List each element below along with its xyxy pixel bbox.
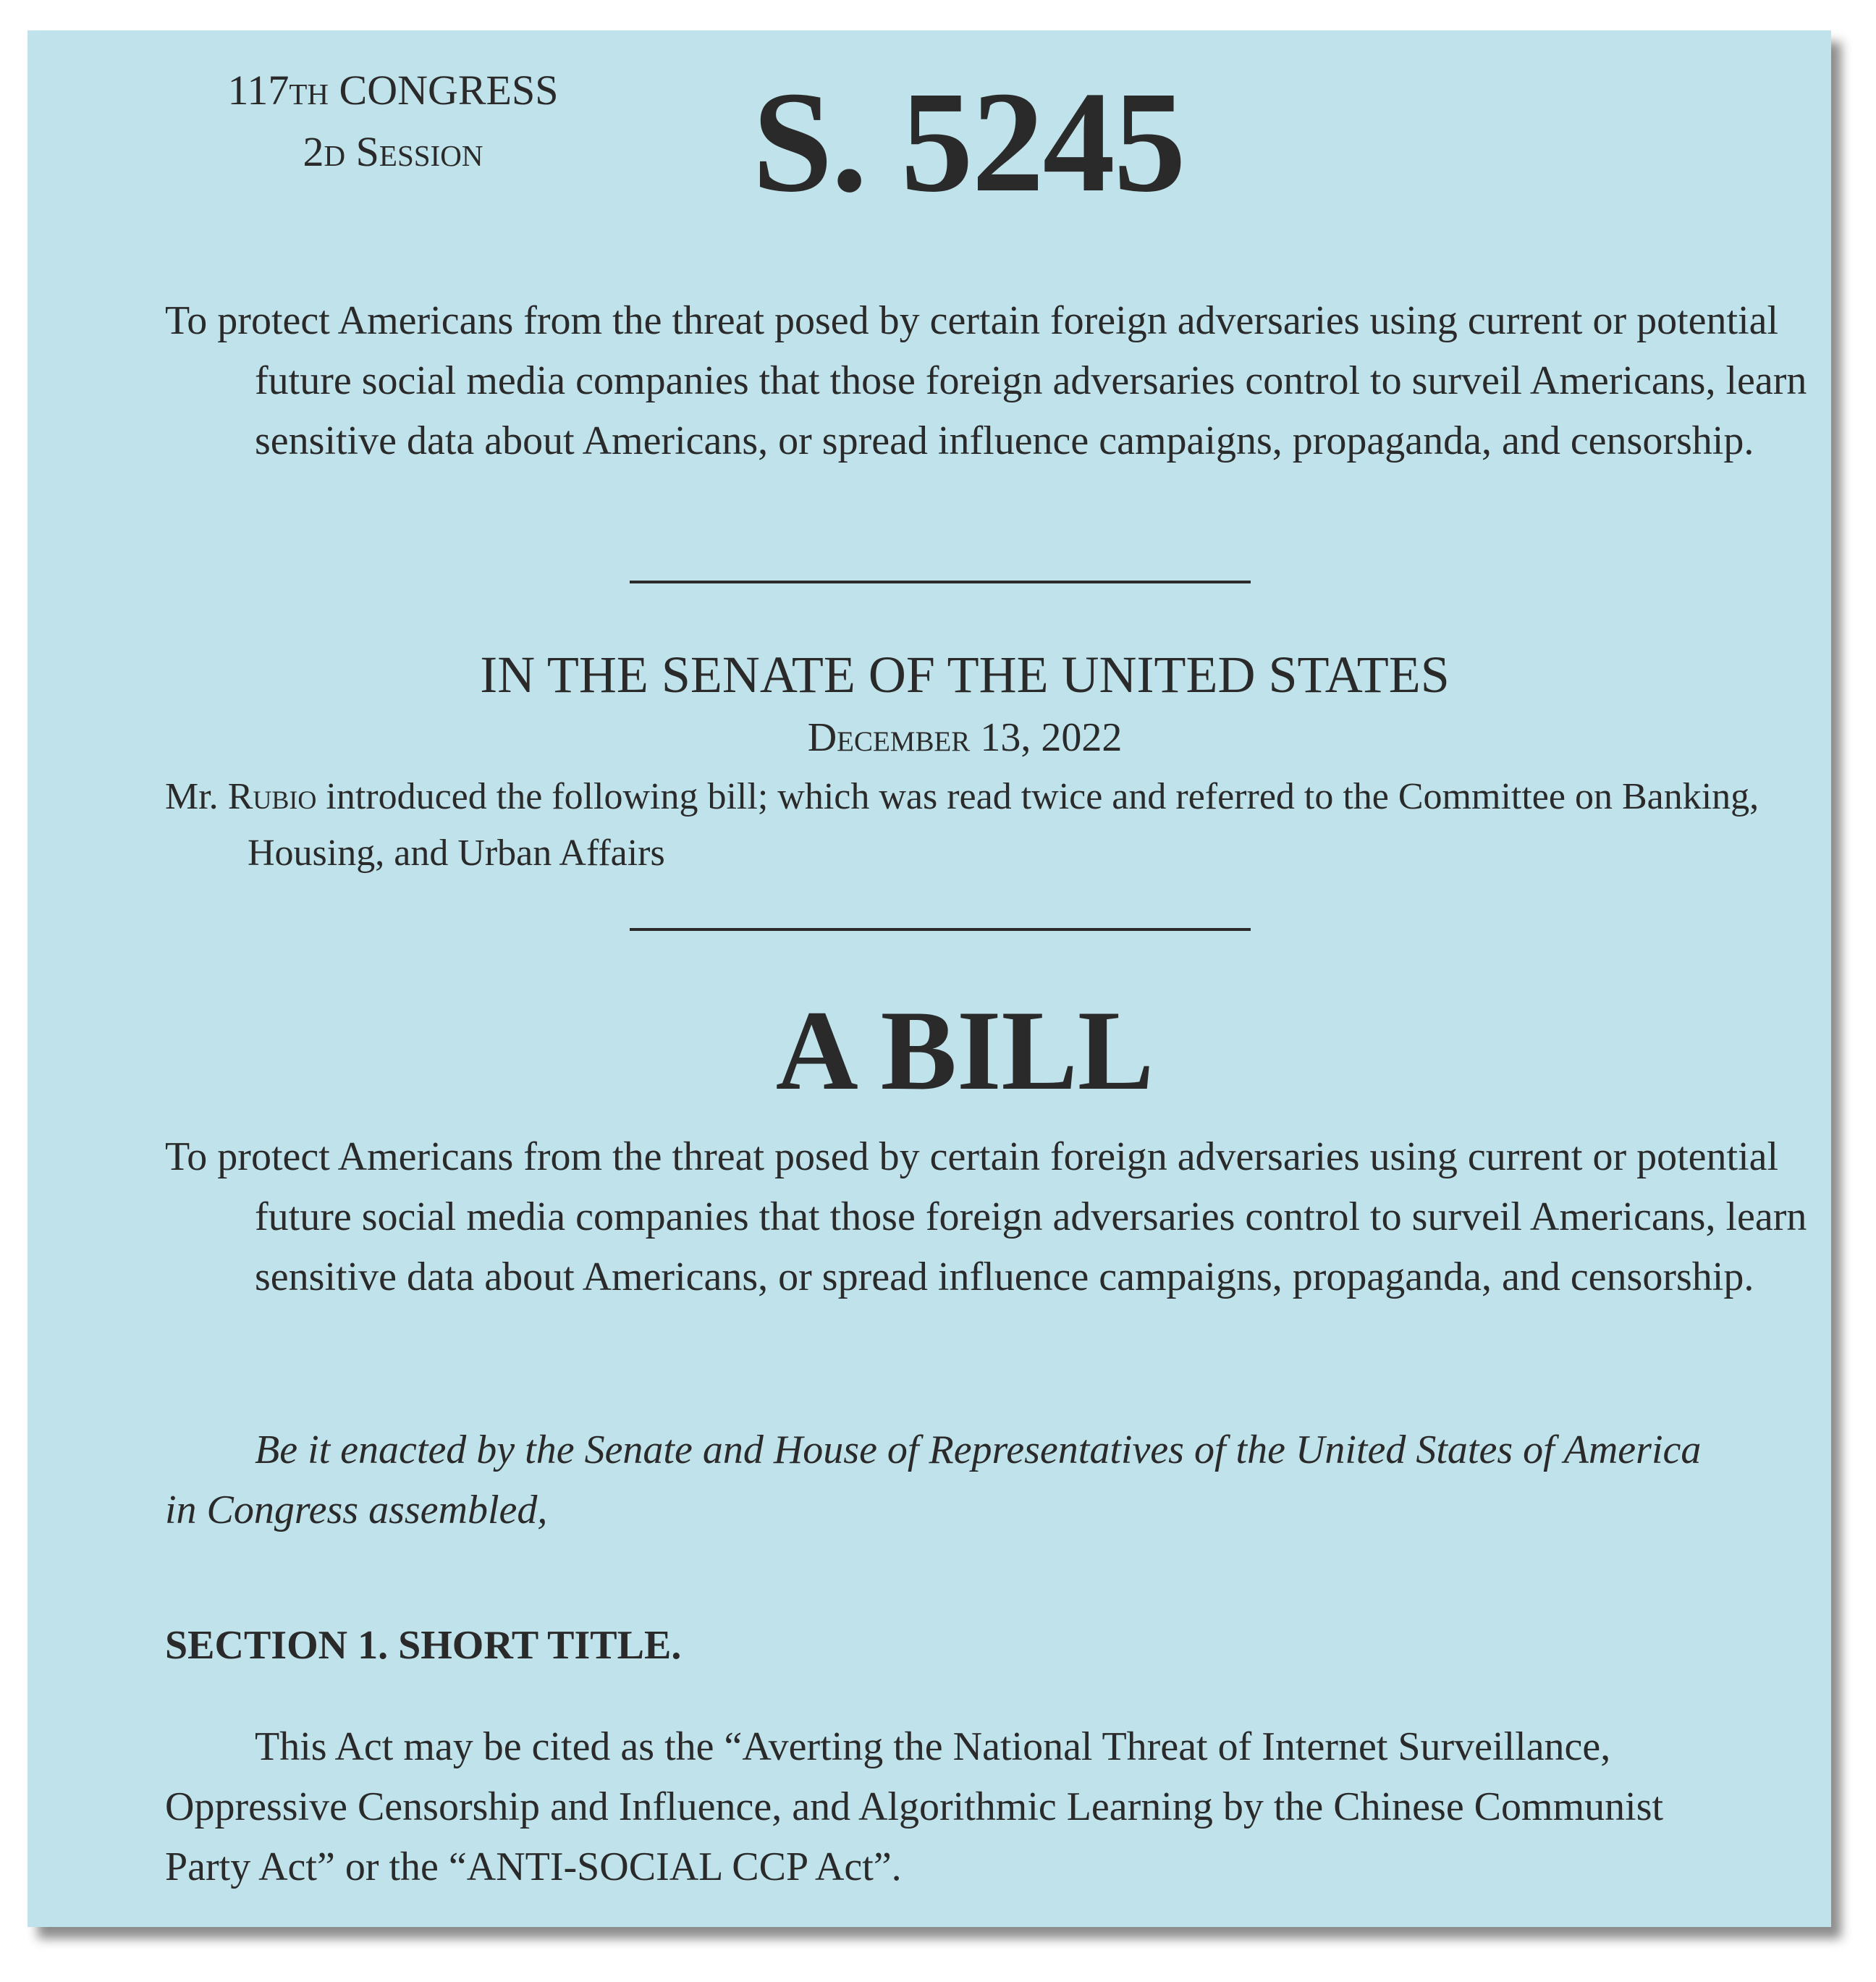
bill-number: S. 5245	[752, 62, 1185, 222]
session-word: Session	[355, 128, 483, 175]
section-heading: SECTION 1. SHORT TITLE.	[165, 1623, 682, 1668]
title-summary: To protect Americans from the threat posed by certain foreign adversaries using current or potential future social media companies that those foreign adversaries control to surveil Americans, learn sensitive data about Americans, or spread influence campaigns, propaganda, and censorship.	[165, 298, 1807, 463]
introduction-date: December 13, 2022	[807, 715, 1123, 760]
introduction-statement	[165, 769, 1818, 882]
bill-long-title: To protect Americans from the threat posed by certain foreign adversaries using current or potential future social media companies that those foreign adversaries control to surveil Americans, learn sensitive data about Americans, or spread influence campaigns, propaganda, and censorship.	[165, 1134, 1807, 1299]
divider-rule-bottom	[630, 928, 1251, 931]
session-number: 2	[303, 128, 324, 175]
session-suffix: d	[324, 128, 346, 175]
session-line	[158, 121, 628, 182]
congress-word: CONGRESS	[339, 67, 559, 114]
short-title-text: This Act may be cited as the “Averting the National Threat of Internet Surveillance, Oppressive Censorship and Influence, and Algorithmic Learning by the Chinese Communist Party Act” or the “ANTI-SOCIAL CCP Act”.	[165, 1724, 1664, 1889]
sponsor-prefix: Mr.	[165, 776, 219, 817]
congress-number: 117	[227, 67, 290, 114]
congress-line	[158, 59, 628, 121]
a-bill-heading: A BILL	[775, 987, 1154, 1114]
bill-page	[28, 30, 1831, 1927]
enacting-clause: Be it enacted by the Senate and House of Representatives of the United States of America in Congress assembled,	[165, 1428, 1702, 1532]
introduction-text: introduced the following bill; which was read twice and referred to the Committee on Banking, Housing, and Urban Affairs	[248, 776, 1759, 874]
congress-suffix: th	[289, 67, 329, 114]
divider-rule-top	[630, 581, 1251, 583]
congress-session-block	[158, 59, 628, 182]
sponsor-name: Rubio	[227, 776, 317, 817]
senate-heading: IN THE SENATE OF THE UNITED STATES	[480, 646, 1450, 704]
